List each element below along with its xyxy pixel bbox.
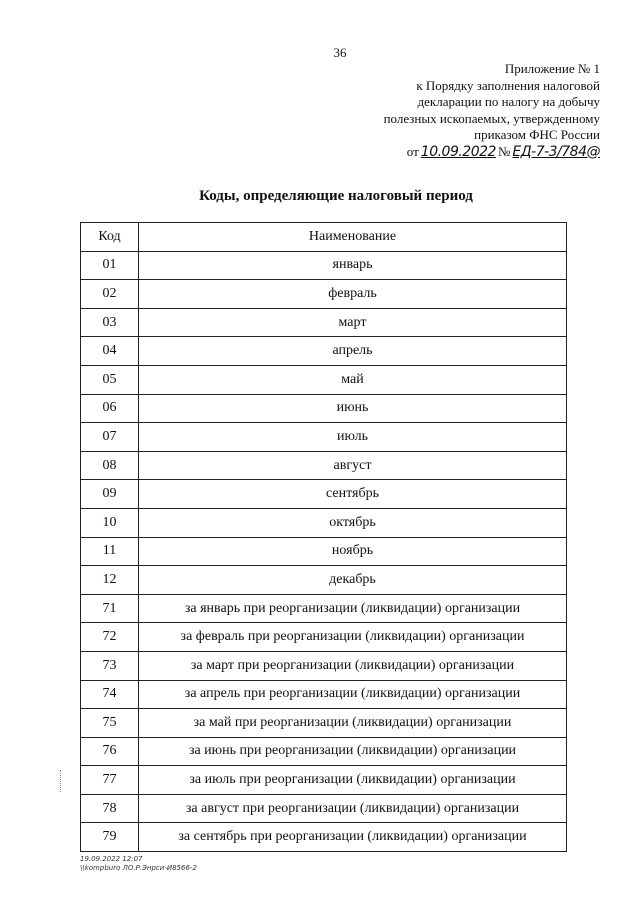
appendix-line: приказом ФНС России [474, 127, 600, 142]
table-row [81, 823, 567, 852]
period-code-cell: 08 [81, 451, 139, 480]
scan-footer [80, 855, 197, 873]
period-code-cell: 73 [81, 651, 139, 680]
table-row [81, 737, 567, 766]
appendix-line: полезных ископаемых, утвержденному [383, 110, 600, 126]
period-name-cell: декабрь [139, 566, 567, 595]
period-code-cell: 79 [81, 823, 139, 852]
appendix-line: к Порядку заполнения налоговой [416, 77, 600, 93]
period-name-cell: за июнь при реорганизации (ликвидации) организации [139, 737, 567, 766]
table-row [81, 251, 567, 280]
period-code-cell: 02 [81, 280, 139, 309]
page-number: 36 [333, 45, 347, 60]
table-row [81, 794, 567, 823]
table-row [81, 594, 567, 623]
period-name-cell: октябрь [139, 508, 567, 537]
period-name-cell: август [139, 451, 567, 480]
period-name-cell: ноябрь [139, 537, 567, 566]
period-code-cell: 77 [81, 766, 139, 795]
period-code-cell: 74 [81, 680, 139, 709]
scan-margin-mark [60, 770, 63, 792]
table-row [81, 337, 567, 366]
period-name-cell: сентябрь [139, 480, 567, 509]
handwritten-order-number: ЕД-7-3/784@ [512, 143, 600, 160]
period-name-cell: февраль [139, 280, 567, 309]
table-body [81, 251, 567, 851]
period-name-cell: за апрель при реорганизации (ликвидации) организации [139, 680, 567, 709]
appendix-line: декларации по налогу на добычу [417, 94, 600, 109]
appendix-header [384, 61, 600, 160]
handwritten-date: 10.09.2022 [420, 143, 496, 160]
period-code-cell: 71 [81, 594, 139, 623]
period-code-cell: 01 [81, 251, 139, 280]
period-code-cell: 78 [81, 794, 139, 823]
column-header-name: Наименование [139, 223, 567, 252]
table-row [81, 623, 567, 652]
period-name-cell: январь [139, 251, 567, 280]
period-code-cell: 12 [81, 566, 139, 595]
table-row [81, 709, 567, 738]
period-name-cell: май [139, 365, 567, 394]
table-row [81, 365, 567, 394]
column-header-code: Код [81, 223, 139, 252]
number-label: № [497, 143, 511, 159]
period-code-cell: 76 [81, 737, 139, 766]
period-name-cell: за май при реорганизации (ликвидации) организации [139, 709, 567, 738]
period-name-cell: за сентябрь при реорганизации (ликвидации) организации [139, 823, 567, 852]
table-row [81, 766, 567, 795]
period-code-cell: 07 [81, 423, 139, 452]
period-code-cell: 03 [81, 308, 139, 337]
period-codes-table [80, 222, 567, 852]
period-code-cell: 04 [81, 337, 139, 366]
period-name-cell: за февраль при реорганизации (ликвидации) организации [139, 623, 567, 652]
period-name-cell: июль [139, 423, 567, 452]
period-code-cell: 05 [81, 365, 139, 394]
appendix-line: Приложение № 1 [504, 61, 600, 76]
footer-file-reference: \\kompburo ЛО.Р.Энрси-И8566-2 [80, 864, 197, 872]
period-name-cell: апрель [139, 337, 567, 366]
period-name-cell: за июль при реорганизации (ликвидации) организации [139, 766, 567, 795]
period-name-cell: за январь при реорганизации (ликвидации) организации [139, 594, 567, 623]
table-row [81, 394, 567, 423]
period-code-cell: 06 [81, 394, 139, 423]
table-row [81, 308, 567, 337]
table-row [81, 480, 567, 509]
order-reference [384, 144, 600, 161]
table-row [81, 423, 567, 452]
table-header-row [81, 223, 567, 252]
table-row [81, 280, 567, 309]
table-row [81, 537, 567, 566]
period-code-cell: 72 [81, 623, 139, 652]
period-name-cell: март [139, 308, 567, 337]
table-row [81, 680, 567, 709]
table-row [81, 508, 567, 537]
document-title: Коды, определяющие налоговый период [199, 188, 473, 204]
period-code-cell: 75 [81, 709, 139, 738]
table-row [81, 651, 567, 680]
period-name-cell: июнь [139, 394, 567, 423]
period-code-cell: 09 [81, 480, 139, 509]
period-code-cell: 10 [81, 508, 139, 537]
footer-timestamp: 19.09.2022 12:07 [80, 855, 143, 863]
from-label: от [406, 143, 419, 159]
table-row [81, 451, 567, 480]
period-name-cell: за август при реорганизации (ликвидации) организации [139, 794, 567, 823]
table-row [81, 566, 567, 595]
period-name-cell: за март при реорганизации (ликвидации) организации [139, 651, 567, 680]
period-code-cell: 11 [81, 537, 139, 566]
